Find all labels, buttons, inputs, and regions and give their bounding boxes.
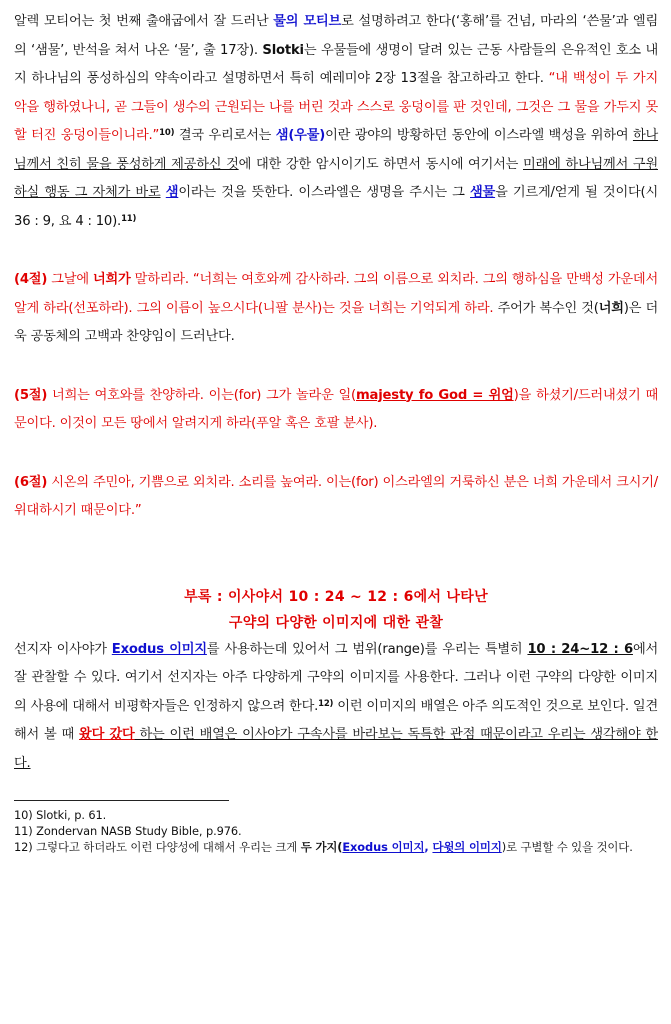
text-span: 을 기르게/얻게 될 것이다(시 36 : 9, 요 4 : 10). xyxy=(14,185,659,229)
text-span: 알렉 모티어는 첫 번째 출애굽에서 잘 드러난 xyxy=(14,14,274,29)
appendix-title-line-2 xyxy=(14,610,658,636)
underlined-phrase: 미래에 하나님께서 구원하실 행동 그 자체가 바로 xyxy=(14,156,658,200)
verse-number-5: (5절) xyxy=(14,387,48,403)
text-span: 이란 광야의 방황하던 동안에 이스라엘 백성을 위하여 xyxy=(325,128,633,143)
spacer xyxy=(14,352,658,382)
text-span: 선지자 이사야가 xyxy=(14,641,112,657)
paragraph-appendix xyxy=(14,636,658,779)
footnote-12 xyxy=(14,839,658,855)
text-span: 결국 우리로서는 xyxy=(174,128,276,143)
jeremiah-quote: “내 백성이 두 가지 악을 행하였나니, 곧 그들이 생수의 근원되는 나를 버린 것과 스스로 웅덩이를 판 것인데, 그것은 그 물을 가두지 못할 터진 웅덩이들이니라.” xyxy=(14,71,658,143)
footnote-ref-11[interactable]: 11) xyxy=(121,213,137,224)
highlight-two-kinds: 두 가지 xyxy=(300,840,338,854)
text-span: 주어가 복수인 것( xyxy=(493,300,599,316)
text-span: 이런 이미지의 배열은 아주 의도적인 것으로 보인다. 일견해서 볼 때 xyxy=(14,698,658,742)
verse-6-text: 시온의 주민아, 기쁨으로 외치라. 소리를 높여라. 이는(for) 이스라엘의 거룩하신 분은 너희 가운데서 크시기/위대하시기 때문이다.” xyxy=(14,474,658,518)
verse-5-text-2: )을 하셨기/드러내셨기 때문이다. 이것이 모든 땅에서 알려지게 하라(푸알 혹은 호팔 분사). xyxy=(14,387,659,431)
highlight-spring-water: 샘물 xyxy=(470,185,496,200)
text-span: 로 설명하려고 한다(‘홍해’를 건넘, 마라의 ‘쓴물’과 엘림의 ‘샘물’, 반석을 쳐서 나온 ‘물’, 출 17장). xyxy=(14,14,658,58)
appendix-title-1: 이사야서 10 : 24 ~ 12 : 6에서 나타난 xyxy=(227,588,488,605)
spacer xyxy=(14,236,658,266)
verse-number-4: (4절) xyxy=(14,272,48,287)
text-span: 에서 잘 관찰할 수 있다. 여기서 선지자는 아주 다양하게 구약의 이미지를 사용한다. 그러나 이런 구약의 다양한 이미지의 사용에 대해서 비평학자들은 인정하지 않으려 한다. xyxy=(14,641,659,714)
highlight-range: 10 : 24~12 : 6 xyxy=(527,641,633,657)
spacer xyxy=(14,439,658,469)
text-span: 이라는 것을 뜻한다. 이스라엘은 생명을 주시는 그 xyxy=(178,185,470,200)
footnote-10: 10) Slotki, p. 61. xyxy=(14,808,107,822)
appendix-title-2: 구약의 다양한 이미지에 대한 관찰 xyxy=(228,614,444,631)
text-span: 12) 그렇다고 하더라도 이런 다양성에 대해서 우리는 크게 xyxy=(14,840,301,854)
highlight-exodus-image: Exodus 이미지 xyxy=(111,641,207,657)
underlined-phrase: 하나님께서 친히 물을 풍성하게 제공하신 것 xyxy=(14,128,659,172)
paragraph-verse-5 xyxy=(14,382,658,439)
text-span: ( xyxy=(337,840,343,854)
appendix-label: 부록 : xyxy=(184,588,228,605)
highlight-back-and-forth: 왔다 갔다 xyxy=(79,727,135,742)
text-span: 를 사용하는데 있어서 그 범위(range)를 우리는 특별히 xyxy=(206,641,528,657)
highlight-exodus-image: Exodus 이미지 xyxy=(342,840,425,854)
footnote-11: 11) Zondervan NASB Study Bible, p.976. xyxy=(14,824,242,838)
paragraph-verse-4 xyxy=(14,266,658,352)
footnote-ref-10[interactable]: 10) xyxy=(159,128,175,138)
text-span: 는 우물들에 생명이 달려 있는 근동 사람들의 은유적인 호소 내지 하나님의 풍성하심의 약속이라고 설명하면서 특히 예레미야 2장 13절을 참고하라고 한다. xyxy=(14,42,659,86)
paragraph-verse-6 xyxy=(14,469,658,526)
text-span: , xyxy=(424,840,433,854)
document-page xyxy=(14,8,658,855)
highlight-you-plural: 너희가 xyxy=(92,272,131,287)
verse-number-6: (6절) xyxy=(14,474,48,490)
highlight-water-motif: 물의 모티브 xyxy=(273,14,342,29)
text-span: 그날에 xyxy=(47,272,93,287)
highlight-majesty: majesty fo God = 위엄 xyxy=(356,387,514,403)
verse-4-text: 말하리라. “너희는 여호와께 감사하라. 그의 이름으로 외치라. 그의 행하심을 만백성 가운데서 알게 하라(선포하라). 그의 이름이 높으시다(니팔 분사)는 것을 너희는 기억되게 하라. xyxy=(14,272,658,316)
appendix-title-line-1 xyxy=(14,584,658,610)
paragraph-water-motif xyxy=(14,8,658,236)
verse-5-text: 너희는 여호와를 찬양하라. 이는(for) 그가 놀라운 일( xyxy=(47,387,356,403)
underlined-phrase: 하는 이런 배열은 이사야가 구속사를 바라보는 독특한 관점 때문이라고 우리는 생각해야 한다. xyxy=(14,727,658,771)
text-span: )로 구별할 수 있을 것이다. xyxy=(501,840,633,854)
author-slotki: Slotki xyxy=(262,42,304,58)
text-span: )은 더욱 공동체의 고백과 찬양임이 드러난다. xyxy=(14,300,659,344)
highlight-david-image: 다윗의 이미지 xyxy=(432,840,502,854)
footnote-divider xyxy=(14,800,229,801)
text-span: 에 대한 강한 암시이기도 하면서 동시에 여기서는 xyxy=(238,156,523,172)
highlight-spring: 샘 xyxy=(165,185,179,200)
highlight-you-plural-2: 너희 xyxy=(598,300,624,316)
highlight-well: 샘(우물) xyxy=(275,128,326,143)
spacer xyxy=(14,526,658,584)
footnote-ref-12[interactable]: 12) xyxy=(318,698,334,709)
